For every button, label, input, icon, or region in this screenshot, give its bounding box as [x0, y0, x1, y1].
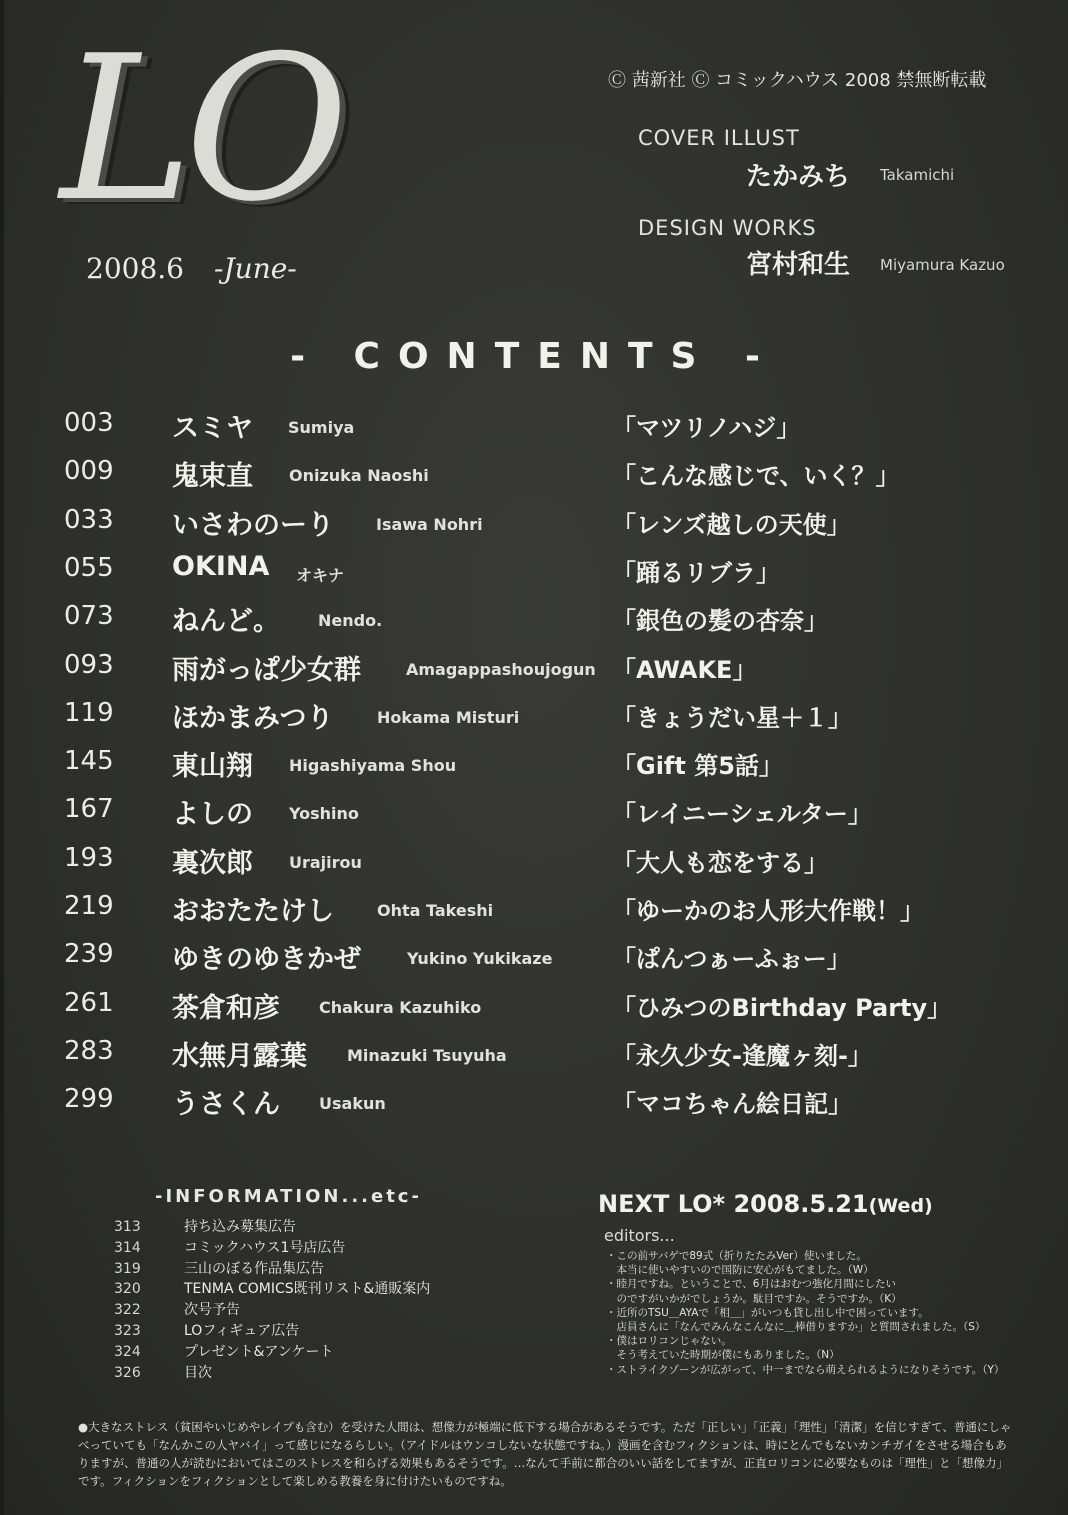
toc-author: 水無月露葉 [172, 1040, 307, 1072]
toc-work-title: 「マツリノハジ」 [612, 414, 801, 442]
toc-author: 茶倉和彦 [172, 992, 280, 1024]
toc-author: ゆきのゆきかぜ [172, 944, 361, 976]
information-text: 三山のぼる作品集広告 [184, 1260, 324, 1277]
toc-author-romaji: Usakun [319, 1094, 386, 1114]
toc-row [0, 788, 1068, 836]
toc-author-romaji: Higashiyama Shou [289, 756, 457, 776]
toc-author-romaji: Amagappashoujogun [406, 659, 596, 679]
toc-page-number: 073 [64, 601, 114, 632]
design-works-romaji: Miyamura Kazuo [880, 256, 1005, 274]
contents-heading: - CONTENTS - [290, 336, 778, 377]
toc-work-title: 「マコちゃん絵日記」 [612, 1090, 852, 1119]
toc-author: 東山翔 [172, 751, 253, 783]
cover-illust-label: COVER ILLUST [638, 126, 800, 150]
toc-work-title: 「こんな感じで、いく？」 [612, 462, 900, 491]
information-page: 324 [114, 1343, 141, 1360]
information-text: 次号予告 [184, 1302, 240, 1319]
cover-illust-romaji: Takamichi [880, 166, 955, 184]
toc-author: おおたたけし [172, 896, 334, 927]
toc-row [0, 933, 1068, 981]
toc-page-number: 283 [64, 1035, 114, 1066]
information-page: 314 [114, 1239, 141, 1256]
information-page: 326 [114, 1364, 141, 1381]
toc-author-romaji: Yoshino [289, 804, 359, 824]
information-heading: -INFORMATION...etc- [155, 1186, 422, 1207]
toc-author-romaji: Minazuki Tsuyuha [347, 1045, 507, 1065]
toc-row [0, 837, 1068, 885]
editor-comment-line: ・この前サバゲで89式（折りたたみVer）使いました。 [606, 1250, 867, 1262]
toc-row [0, 595, 1068, 643]
toc-author-romaji: Hokama Misturi [377, 707, 520, 727]
cover-illust-name: たかみち [746, 162, 851, 192]
toc-row [0, 402, 1068, 450]
editor-comment-line: ・僕はロリコンじゃない。 [606, 1335, 732, 1348]
toc-author: 雨がっぱ少女群 [172, 654, 361, 686]
information-text: 持ち込み募集広告 [184, 1219, 296, 1235]
toc-page-number: 093 [64, 649, 114, 680]
issue-date [86, 252, 297, 285]
toc-work-title: 「レイニーシェルター」 [612, 800, 872, 829]
toc-author: ほかまみつり [172, 702, 334, 734]
toc-work-title: 「レンズ越しの天使」 [612, 510, 851, 539]
toc-author: ねんど。 [172, 606, 280, 638]
editor-comment-line: 店員さんに「なんでみんなこんなに＿棒借りますか」と質問されました。（S） [606, 1321, 986, 1333]
design-works-name: 宮村和生 [746, 250, 851, 280]
information-text: 目次 [184, 1364, 212, 1381]
toc-row [0, 644, 1068, 692]
magazine-logo: LO [60, 13, 341, 246]
information-item [114, 1320, 299, 1341]
toc-page-number: 239 [64, 939, 114, 970]
information-item [114, 1362, 212, 1383]
toc-page-number: 033 [64, 504, 114, 535]
toc-author-romaji: Onizuka Naoshi [289, 466, 429, 486]
toc-author-romaji: Nendo. [318, 611, 383, 631]
information-page: 323 [114, 1323, 141, 1339]
toc-row [0, 499, 1068, 547]
information-page: 322 [114, 1302, 141, 1319]
toc-author: 裏次郎 [172, 847, 253, 879]
toc-work-title: 「ひみつのBirthday Party」 [612, 993, 952, 1022]
issue-month: -June- [213, 252, 297, 285]
toc-row [0, 885, 1068, 933]
information-item [114, 1216, 296, 1237]
next-issue-date: NEXT LO* 2008.5.21 [598, 1190, 869, 1218]
toc-row [0, 692, 1068, 740]
toc-author: いさわのーり [172, 509, 334, 541]
information-item [114, 1341, 334, 1362]
toc-page-number: 119 [64, 697, 114, 728]
editor-comment-line: ・ストライクゾーンが広がって、中一までなら萌えられるようになりそうです。（Y） [606, 1363, 1005, 1376]
toc-author-romaji: Ohta Takeshi [377, 901, 494, 920]
editor-comment-line: そう考えていた時期が僕にもありました。（N） [606, 1349, 840, 1362]
information-text: LOフィギュア広告 [184, 1323, 300, 1339]
toc-row [0, 450, 1068, 498]
footnote: ●大きなストレス（貧困やいじめやレイプも含む）を受けた人間は、想像力が極端に低下する場合があるそうです。ただ「正しい」「正義」「理性」「清潔」を信じすぎて、普通にしゃべっていても「なんかこの人ヤバイ」って感じになるらしい。（アイドルはウンコしないな状態ですね。）漫画を含むフィクションは、時にとんでもないカンチガイをさせる場合もありますが、普通の人が読むにおいてはこのストレスを和らげる効果もあるそうです。…なんて手前に都合のいい話をしてますが、正直ロリコンに必要なものは「理性」と「想像力」です。フィクションをフィクションとして楽しめる教養を身に付けたいものですね。 [78, 1420, 1012, 1488]
toc-work-title: 「AWAKE」 [612, 655, 757, 684]
information-item [114, 1299, 240, 1320]
next-issue [598, 1190, 933, 1218]
toc-author: スミヤ [172, 413, 253, 444]
editor-comment-line: のですがいかがでしょうか。駄目ですか。そうですか。（K） [606, 1292, 902, 1305]
information-item [114, 1237, 345, 1258]
toc-page-number: 145 [64, 746, 114, 777]
toc-page-number: 193 [64, 842, 114, 873]
toc-author: よしの [172, 799, 253, 831]
toc-author: OKINA [172, 550, 270, 582]
information-text: TENMA COMICS既刊リスト&通販案内 [184, 1281, 431, 1298]
toc-work-title: 「ゆーかのお人形大作戦！」 [612, 897, 924, 925]
design-works-label: DESIGN WORKS [638, 216, 817, 240]
toc-author-romaji: Isawa Nohri [376, 514, 483, 534]
toc-page-number: 167 [64, 794, 114, 825]
information-page: 319 [114, 1260, 141, 1277]
toc-author-romaji: Yukino Yukikaze [407, 949, 553, 969]
toc-author: うさくん [172, 1089, 280, 1121]
toc-page-number: 055 [64, 552, 114, 583]
copyright-notice: Ⓒ 茜新社 Ⓒ コミックハウス 2008 禁無断転載 [608, 70, 987, 91]
toc-author-romaji: オキナ [296, 565, 345, 585]
toc-work-title: 「永久少女-逢魔ヶ刻-」 [612, 1041, 872, 1070]
toc-page-number: 299 [64, 1084, 114, 1115]
toc-page-number: 003 [64, 408, 114, 438]
toc-work-title: 「Gift 第5話」 [612, 752, 783, 781]
information-item [114, 1278, 430, 1299]
toc-row [0, 1078, 1068, 1126]
toc-author-romaji: Urajirou [289, 852, 362, 872]
editors-heading: editors... [604, 1226, 675, 1245]
toc-work-title: 「踊るリブラ」 [612, 558, 780, 587]
information-page: 313 [114, 1219, 141, 1235]
toc-row [0, 547, 1068, 595]
toc-row [0, 982, 1068, 1030]
information-item [114, 1258, 324, 1279]
information-text: プレゼント&アンケート [184, 1343, 334, 1360]
editor-comment-line: ・睦月ですね。ということで、6月はおむつ強化月間にしたい [606, 1278, 896, 1291]
toc-work-title: 「銀色の髪の杏奈」 [612, 607, 828, 636]
toc-page-number: 219 [64, 891, 114, 921]
information-text: コミックハウス1号店広告 [184, 1239, 346, 1256]
toc-row [0, 1030, 1068, 1078]
issue-date-number: 2008.6 [86, 252, 184, 285]
toc-work-title: 「きょうだい星＋１」 [612, 703, 852, 732]
toc-work-title: 「ぱんつぁーふぉー」 [612, 945, 851, 974]
information-page: 320 [114, 1281, 141, 1298]
toc-row [0, 740, 1068, 788]
editor-comment-line: ・近所のTSU＿AYAで「相＿」がいつも貸し出し中で困っています。 [606, 1306, 929, 1319]
toc-author: 鬼束直 [172, 461, 253, 493]
toc-author-romaji: Sumiya [288, 418, 355, 437]
toc-page-number: 261 [64, 987, 114, 1018]
toc-page-number: 009 [64, 456, 114, 487]
toc-author-romaji: Chakura Kazuhiko [319, 997, 482, 1017]
editor-comment-line: 本当に使いやすいので国防に安心がもてました。（W） [606, 1264, 874, 1277]
toc-work-title: 「大人も恋をする」 [612, 848, 828, 877]
next-issue-day: (Wed) [868, 1195, 933, 1217]
